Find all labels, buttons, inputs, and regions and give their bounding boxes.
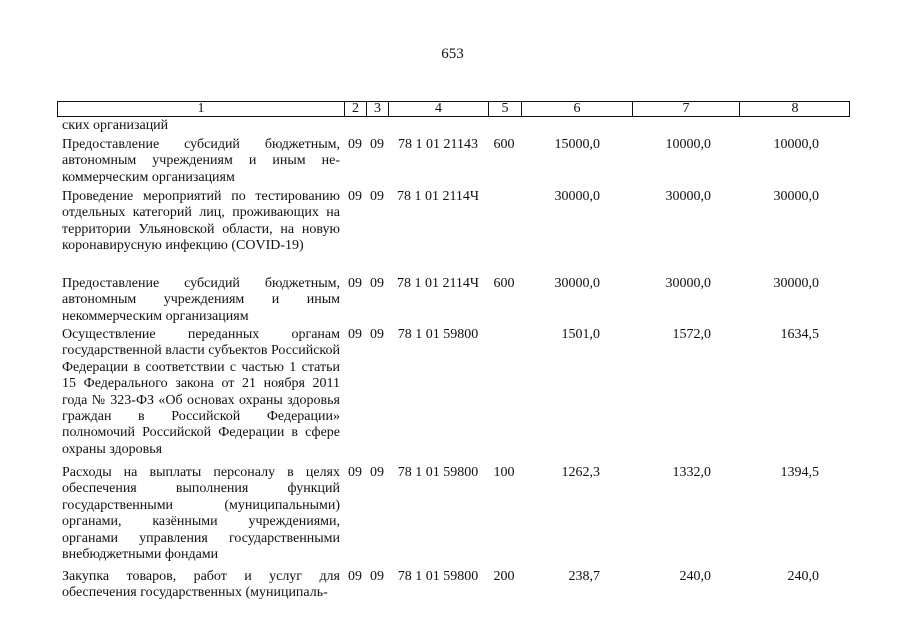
table-row (57, 276, 850, 326)
row-col-8: 30000,0 (773, 189, 819, 204)
row-col-8: 10000,0 (773, 137, 819, 152)
row-col-2: 09 (348, 327, 362, 342)
row-col-7: 30000,0 (665, 189, 711, 204)
row-col-7: 10000,0 (665, 137, 711, 152)
header-col-7: 7 (633, 102, 740, 116)
row-col-7: 30000,0 (665, 276, 711, 291)
row-col-8: 240,0 (787, 569, 819, 584)
row-col-5: 600 (493, 276, 515, 291)
row-name: ских организаций (62, 118, 169, 133)
header-col-3: 3 (367, 102, 389, 116)
row-name: Проведение мероприятий по тестированию отдельных категорий лиц, проживающих на территории Ульяновской области, на новую коронавирусную инфекцию (COVID-19) (62, 189, 340, 254)
row-col-8: 30000,0 (773, 276, 819, 291)
header-col-8: 8 (791, 101, 799, 116)
table-row (57, 327, 850, 464)
row-name: Расходы на выплаты персоналу в целях обеспечения выполнения функций государственными (муниципальными) органами, казёнными учреждениями, органами управления государственными внебюджетными фондами (62, 465, 340, 563)
page-number: 653 (441, 46, 464, 62)
row-col-6: 30000,0 (554, 189, 600, 204)
row-col-3: 09 (370, 189, 384, 204)
row-col-8: 1394,5 (780, 465, 819, 480)
row-name: Предоставление субсидий бюджетным, автономным учреждениям и иным некоммерческим организациям (62, 137, 340, 185)
row-col-3: 09 (370, 569, 384, 584)
row-col-2: 09 (348, 137, 362, 152)
row-col-3: 09 (370, 465, 384, 480)
row-col-5: 600 (493, 137, 515, 152)
row-col-4: 78 1 01 59800 (397, 569, 479, 584)
row-col-5: 200 (493, 569, 515, 584)
table-row (57, 569, 850, 603)
header-col-6: 6 (522, 102, 633, 116)
table-row (57, 189, 850, 273)
row-col-7: 240,0 (679, 569, 711, 584)
row-col-6: 15000,0 (554, 137, 600, 152)
row-col-4: 78 1 01 59800 (397, 465, 479, 480)
table-row (57, 118, 850, 135)
row-col-4: 78 1 01 2114Ч (396, 189, 480, 204)
row-col-7: 1572,0 (672, 327, 711, 342)
row-col-2: 09 (348, 276, 362, 291)
row-col-3: 09 (370, 327, 384, 342)
header-col-4: 4 (389, 102, 489, 116)
header-col-1: 1 (58, 102, 345, 116)
row-col-4: 78 1 01 21143 (398, 137, 478, 152)
row-col-6: 1262,3 (561, 465, 600, 480)
row-col-3: 09 (370, 276, 384, 291)
row-col-6: 1501,0 (561, 327, 600, 342)
table-row (57, 465, 850, 567)
row-name: Осуществление переданных органам государственной власти субъектов Российской Федерации в соответствии с частью 1 статьи 15 Федерального закона от 21 ноября 2011 года № 323-ФЗ «Об основах охраны здоровья граждан в Российской Федерации» полномочий Российской Федерации в сфере охраны здоровья (62, 327, 340, 457)
row-name: Закупка товаров, работ и услуг для обеспечения государственных (муниципаль- (62, 569, 340, 601)
row-col-4: 78 1 01 59800 (397, 327, 479, 342)
row-col-5: 100 (493, 465, 515, 480)
table-header (57, 101, 850, 117)
header-col-2: 2 (345, 102, 367, 116)
row-col-6: 30000,0 (554, 276, 600, 291)
row-name: Предоставление субсидий бюджетным, автономным учреждениям и иным некоммерческим организациям (62, 276, 340, 324)
header-col-5: 5 (489, 102, 522, 116)
table-row (57, 137, 850, 187)
row-col-3: 09 (370, 137, 384, 152)
row-col-6: 238,7 (568, 569, 600, 584)
row-col-7: 1332,0 (672, 465, 711, 480)
row-col-4: 78 1 01 2114Ч (396, 276, 480, 291)
row-col-8: 1634,5 (780, 327, 819, 342)
row-col-2: 09 (348, 189, 362, 204)
row-col-2: 09 (348, 465, 362, 480)
row-col-2: 09 (348, 569, 362, 584)
